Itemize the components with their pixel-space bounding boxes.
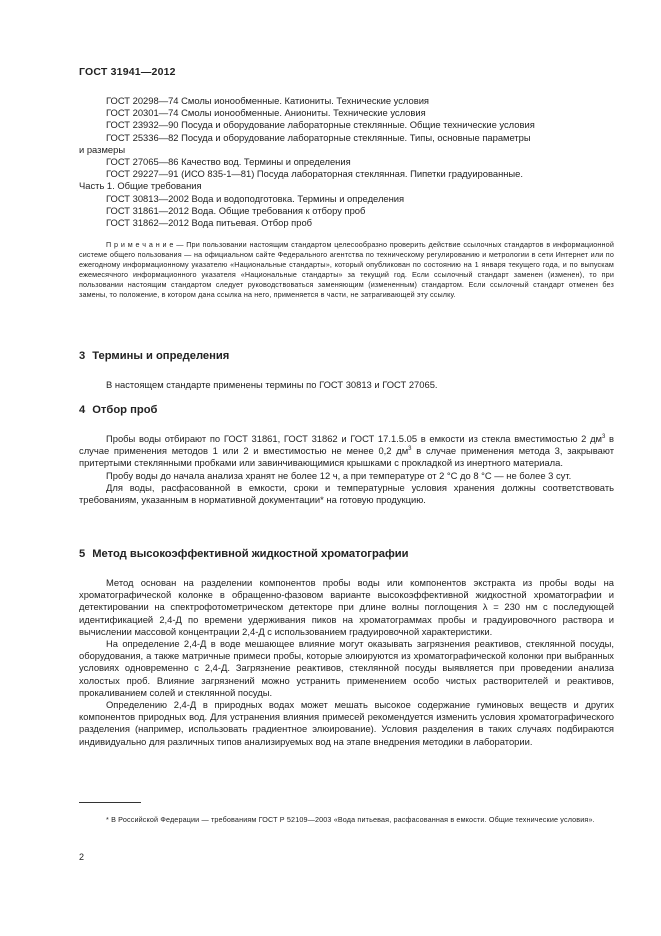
reference-item: ГОСТ 25336—82 Посуда и оборудование лабораторные стеклянные. Типы, основные параметры [106, 131, 531, 143]
reference-item: ГОСТ 27065—86 Качество вод. Термины и определения [106, 156, 351, 168]
reference-item: ГОСТ 30813—2002 Вода и водоподготовка. Термины и определения [106, 192, 405, 204]
section-heading: 5 Метод высокоэффективной жидкостной хроматографии [79, 548, 409, 560]
page-header: ГОСТ 31941—2012 [79, 66, 176, 78]
references-note: П р и м е ч а н и е — При пользовании настоящим стандартом целесообразно проверить действие ссылочных стандартов в информационной системе общего пользования — на официальном сайте Федерального агентства по техническому регулированию и метрологии в сети Интернет или по ежегодному информационному указателю «Национальные стандарты», который опубликован по состоянию на 1 января текущего года, и по выпускам ежемесячного информационного указателя «Национальные стандарты» за текущий год. Если ссылочный стандарт заменен (изменен), то при пользовании настоящим стандартом следует руководствоваться заменяющим (измененным) стандартом. Если ссылочный стандарт отменен без замены, то положение, в котором дана ссылка на него, применяется в части, не затрагивающей эту ссылку. [79, 240, 614, 300]
section-paragraph: На определение 2,4-Д в воде мешающее влияние могут оказывать загрязнения реактивов, стеклянной посуды, оборудования, а также матричные примеси пробы, которые элюируются из хроматографической колонки при выбранных условиях одновременно с 2,4-Д. Загрязнение реактивов, стеклянной посуды выявляется при проведении анализа холостых проб. Влияние загрязнений можно устранить применением особо чистых растворителей и реактивов, прокаливанием солей и стеклянной посуды. [79, 638, 614, 698]
reference-item-continuation: Часть 1. Общие требования [79, 180, 202, 192]
reference-item: ГОСТ 29227—91 (ИСО 835-1—81) Посуда лабораторная стеклянная. Пипетки градуированные. [106, 168, 523, 180]
section-4 [79, 404, 614, 506]
reference-item: ГОСТ 20301—74 Смолы ионообменные. Аниониты. Технические условия [106, 107, 426, 119]
section-paragraph: Пробу воды до начала анализа хранят не более 12 ч, а при температуре от 2 °С до 8 °С — не более 3 сут. [106, 469, 572, 481]
reference-item: ГОСТ 31861—2012 Вода. Общие требования к отбору проб [106, 204, 366, 216]
reference-item: ГОСТ 31862—2012 Вода питьевая. Отбор проб [106, 217, 313, 229]
section-paragraph: Определению 2,4-Д в природных водах может мешать высокое содержание гуминовых веществ и других компонентов природных вод. Для устранения влияния примесей рекомендуется изменить условия хроматографического разделения (например, использовать градиентное элюирование). Условия разделения в таких случаях подбираются индивидуально для различных типов анализируемых вод на этапе внедрения методики в лаборатории. [79, 699, 614, 747]
reference-item: ГОСТ 20298—74 Смолы ионообменные. Катиониты. Технические условия [106, 95, 430, 106]
section-paragraph: В настоящем стандарте применены термины по ГОСТ 30813 и ГОСТ 27065. [106, 379, 438, 390]
footnote: * В Российской Федерации — требованиям ГОСТ Р 52109—2003 «Вода питьевая, расфасованная в емкости. Общие технические условия». [106, 815, 595, 824]
section-3 [79, 350, 614, 391]
section-paragraph: Для воды, расфасованной в емкости, сроки и температурные условия хранения должны соответствовать требованиям, указанным в нормативной документации* на готовую продукцию. [79, 481, 614, 506]
normative-references-list [79, 95, 614, 229]
reference-item: ГОСТ 23932—90 Посуда и оборудование лабораторные стеклянные. Общие технические условия [106, 119, 535, 131]
section-paragraph: Пробы воды отбирают по ГОСТ 31861, ГОСТ 31862 и ГОСТ 17.1.5.05 в емкости из стекла вместимостью 2 $дм^3$ в случае применения методов 1 или 2 и вместимостью не менее 0,2 $дм^3$ в случае применения метода 3, закрывают притертыми стеклянными пробками или завинчивающимися крышками с прокладкой из инертного материала. [79, 433, 615, 469]
section-paragraph: Метод основан на разделении компонентов пробы воды или компонентов экстракта из пробы воды на хроматографической колонке в обращенно-фазовом варианте высокоэффективной жидкостной хроматографии и детектировании на спектрофотометрическом детекторе при длине волны поглощения λ = 230 нм с последующей идентификацией 2,4-Д по времени удерживания пиков на хроматограммах пробы и градуировочного раствора и вычислении массовой концентрации 2,4-Д с использованием градуировочной характеристики. [79, 577, 614, 637]
reference-item-continuation: и размеры [79, 143, 126, 155]
section-heading: 3 Термины и определения [79, 350, 230, 362]
section-5 [79, 548, 614, 748]
footnote-separator [79, 802, 141, 803]
section-heading: 4 Отбор проб [79, 404, 158, 416]
page-number: 2 [79, 852, 85, 862]
